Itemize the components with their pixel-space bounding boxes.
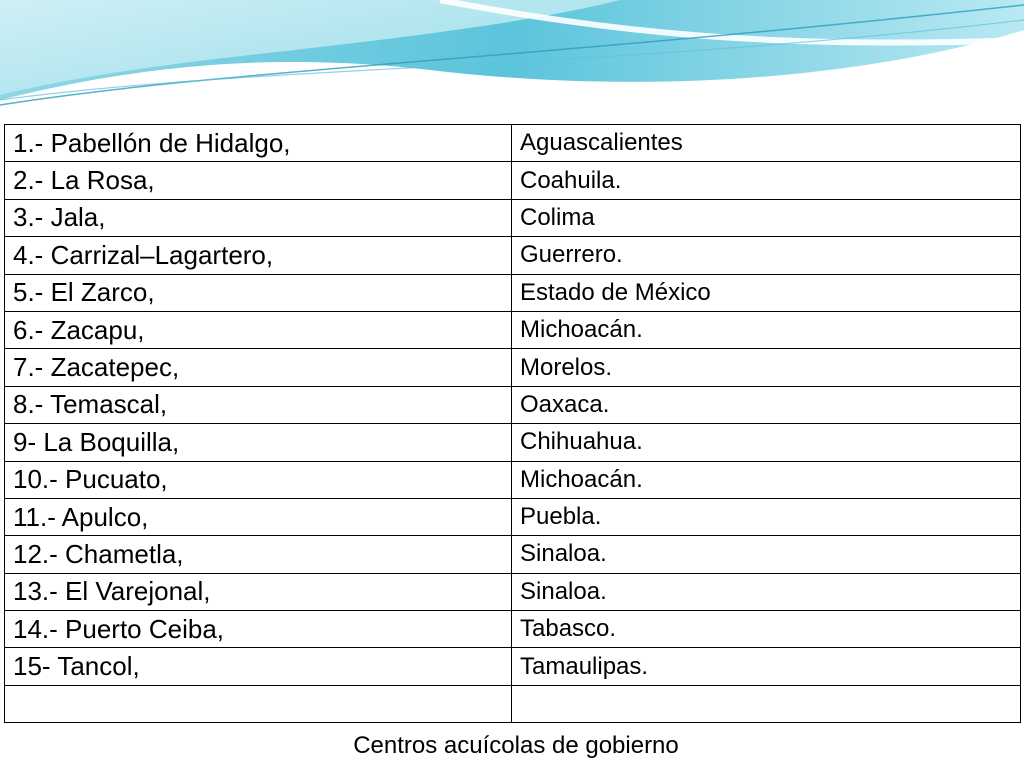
center-name-cell: 5.- El Zarco,: [5, 274, 512, 311]
table-row: [5, 461, 1021, 498]
table-row: [5, 349, 1021, 386]
table-row: [5, 611, 1021, 648]
table-row: [5, 162, 1021, 199]
state-name-cell: Guerrero.: [512, 237, 1021, 274]
table-row: [5, 237, 1021, 274]
state-name-cell: Sinaloa.: [512, 536, 1021, 573]
center-name-cell: [5, 685, 512, 722]
table-row: [5, 685, 1021, 722]
table-row: [5, 536, 1021, 573]
table-row: [5, 199, 1021, 236]
center-name-cell: 14.- Puerto Ceiba,: [5, 611, 512, 648]
center-name-cell: 1.- Pabellón de Hidalgo,: [5, 125, 512, 162]
state-name-cell: Michoacán.: [512, 461, 1021, 498]
table-row: [5, 386, 1021, 423]
table-row: [5, 573, 1021, 610]
center-name-cell: 12.- Chametla,: [5, 536, 512, 573]
center-name-cell: 8.- Temascal,: [5, 386, 512, 423]
centers-table: [4, 124, 1021, 723]
state-name-cell: Chihuahua.: [512, 424, 1021, 461]
state-name-cell: Estado de México: [512, 274, 1021, 311]
header-wave-decoration: [0, 0, 1024, 115]
table-row: [5, 498, 1021, 535]
center-name-cell: 13.- El Varejonal,: [5, 573, 512, 610]
state-name-cell: Morelos.: [512, 349, 1021, 386]
centers-table-body: [5, 125, 1021, 723]
state-name-cell: Sinaloa.: [512, 573, 1021, 610]
center-name-cell: 4.- Carrizal–Lagartero,: [5, 237, 512, 274]
center-name-cell: 9- La Boquilla,: [5, 424, 512, 461]
state-name-cell: Puebla.: [512, 498, 1021, 535]
table-row: [5, 274, 1021, 311]
state-name-cell: Tamaulipas.: [512, 648, 1021, 685]
center-name-cell: 10.- Pucuato,: [5, 461, 512, 498]
state-name-cell: [512, 685, 1021, 722]
center-name-cell: 15- Tancol,: [5, 648, 512, 685]
state-name-cell: Coahuila.: [512, 162, 1021, 199]
table-row: [5, 311, 1021, 348]
table-row: [5, 424, 1021, 461]
table-caption: Centros acuícolas de gobierno: [353, 732, 679, 759]
state-name-cell: Oaxaca.: [512, 386, 1021, 423]
center-name-cell: 11.- Apulco,: [5, 498, 512, 535]
state-name-cell: Aguascalientes: [512, 125, 1021, 162]
state-name-cell: Colima: [512, 199, 1021, 236]
state-name-cell: Tabasco.: [512, 611, 1021, 648]
table-row: [5, 125, 1021, 162]
center-name-cell: 2.- La Rosa,: [5, 162, 512, 199]
center-name-cell: 3.- Jala,: [5, 199, 512, 236]
center-name-cell: 6.- Zacapu,: [5, 311, 512, 348]
state-name-cell: Michoacán.: [512, 311, 1021, 348]
center-name-cell: 7.- Zacatepec,: [5, 349, 512, 386]
table-row: [5, 648, 1021, 685]
